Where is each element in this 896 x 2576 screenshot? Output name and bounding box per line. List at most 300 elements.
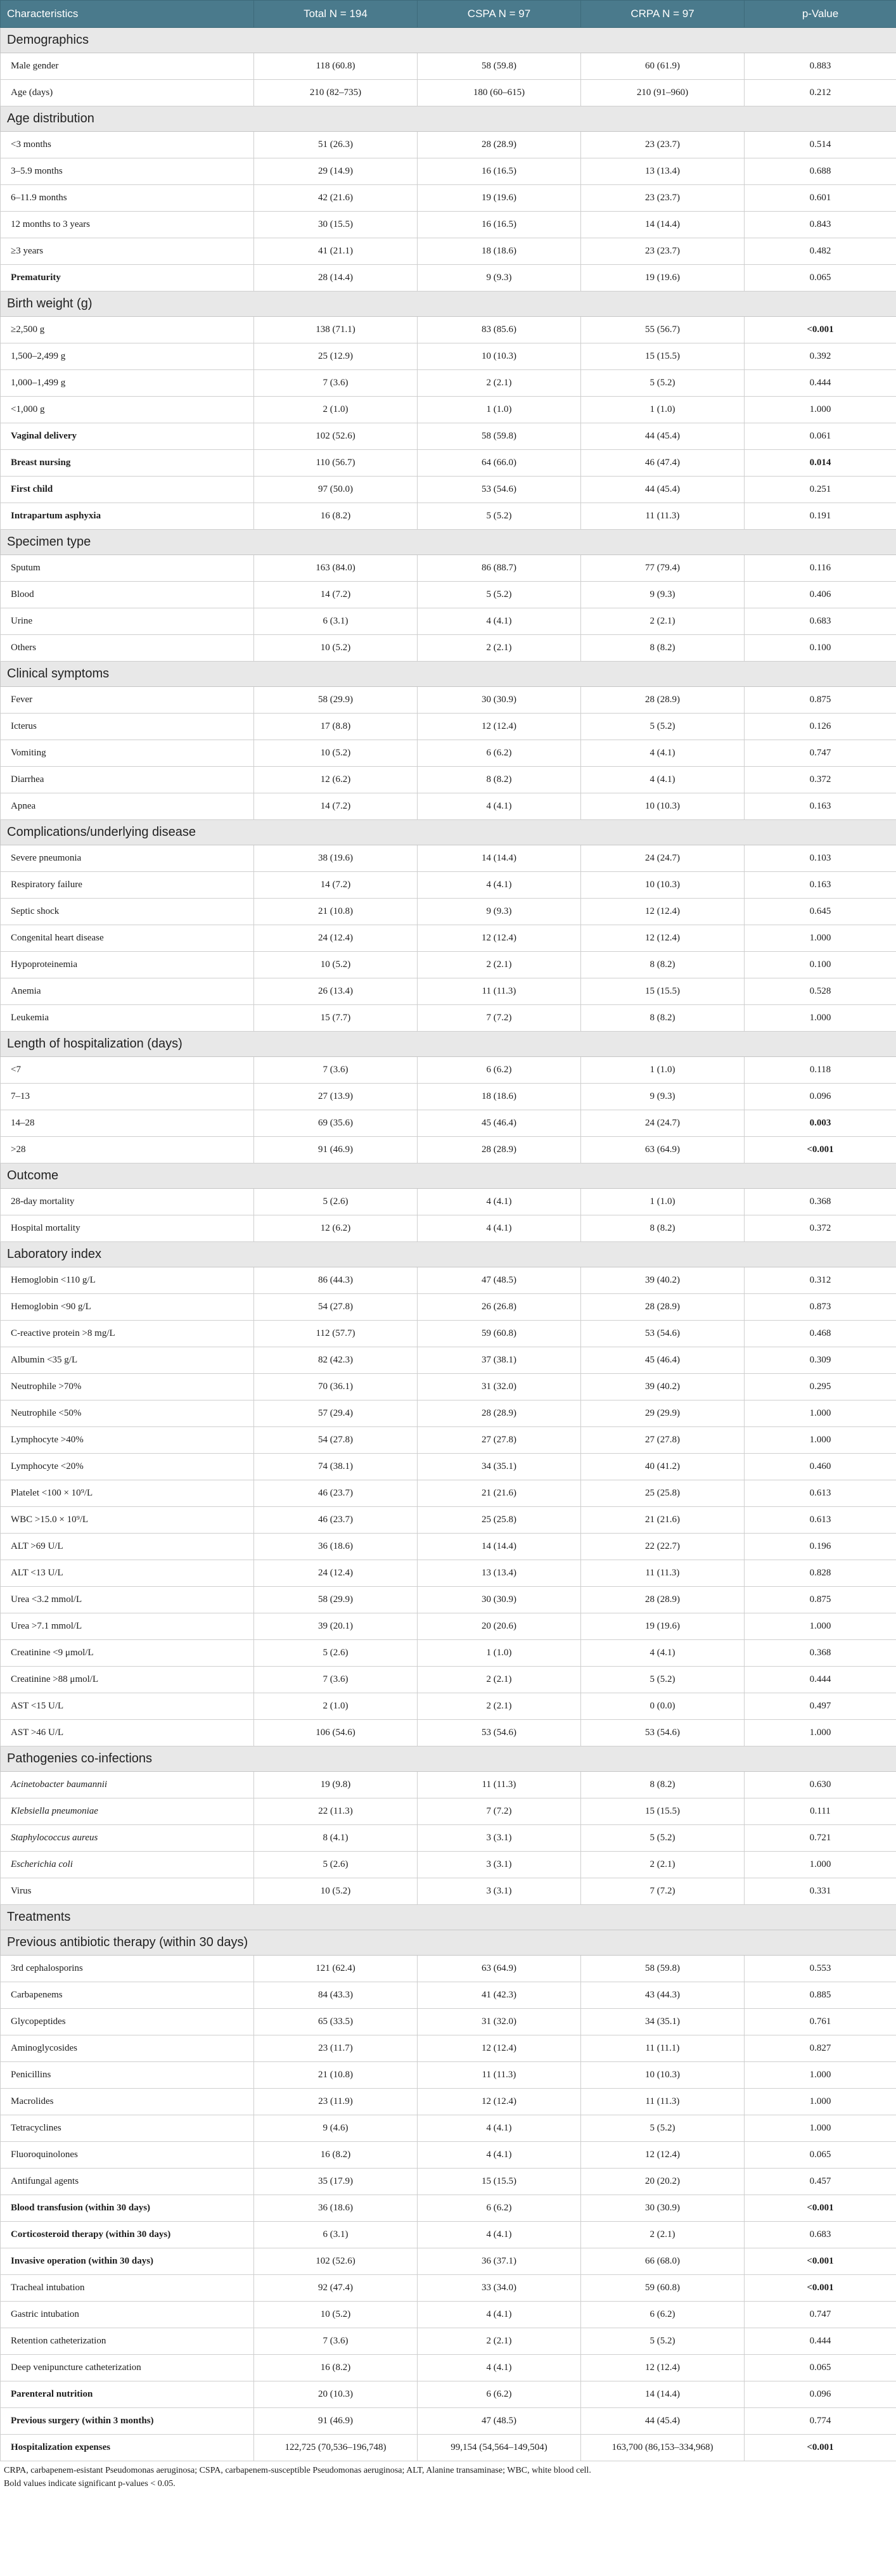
section-header-row <box>1 820 896 845</box>
table-row <box>1 2408 896 2435</box>
row-label: Vomiting <box>1 740 254 767</box>
cell-crpa: 11 (11.1) <box>581 2035 745 2062</box>
cell-cspa: 15 (15.5) <box>418 2169 581 2195</box>
cell-cspa: 19 (19.6) <box>418 185 581 212</box>
cell-cspa: 11 (11.3) <box>418 2062 581 2089</box>
row-label: Hospital mortality <box>1 1215 254 1242</box>
cell-crpa: 46 (47.4) <box>581 450 745 477</box>
cell-crpa: 43 (44.3) <box>581 1982 745 2009</box>
cell-total: 28 (14.4) <box>254 265 418 292</box>
cell-crpa: 15 (15.5) <box>581 1798 745 1825</box>
table-row <box>1 1587 896 1613</box>
cell-cspa: 4 (4.1) <box>418 2115 581 2142</box>
cell-cspa: 4 (4.1) <box>418 2355 581 2381</box>
table-row <box>1 1347 896 1374</box>
cell-crpa: 40 (41.2) <box>581 1454 745 1480</box>
cell-p-value: 0.683 <box>745 608 896 635</box>
cell-crpa: 5 (5.2) <box>581 1667 745 1693</box>
cell-cspa: 6 (6.2) <box>418 740 581 767</box>
cell-total: 21 (10.8) <box>254 899 418 925</box>
row-label: Anemia <box>1 978 254 1005</box>
table-row <box>1 1321 896 1347</box>
cell-p-value: 0.014 <box>745 450 896 477</box>
header-cspa: CSPA N = 97 <box>418 1 581 28</box>
cell-total: 10 (5.2) <box>254 2302 418 2328</box>
table-row <box>1 2275 896 2302</box>
table-row <box>1 2142 896 2169</box>
table-row <box>1 2222 896 2248</box>
cell-p-value: 0.368 <box>745 1189 896 1215</box>
row-label: >28 <box>1 1137 254 1163</box>
row-label: Albumin <35 g/L <box>1 1347 254 1374</box>
cell-p-value: 0.444 <box>745 370 896 397</box>
cell-cspa: 12 (12.4) <box>418 714 581 740</box>
table-header-row <box>1 1 896 28</box>
row-label: 14–28 <box>1 1110 254 1137</box>
row-label: C-reactive protein >8 mg/L <box>1 1321 254 1347</box>
cell-p-value: 0.118 <box>745 1057 896 1084</box>
cell-crpa: 28 (28.9) <box>581 687 745 714</box>
cell-cspa: 64 (66.0) <box>418 450 581 477</box>
cell-cspa: 28 (28.9) <box>418 1137 581 1163</box>
row-label: 3–5.9 months <box>1 158 254 185</box>
table-row <box>1 2009 896 2035</box>
cell-total: 27 (13.9) <box>254 1084 418 1110</box>
table-row <box>1 740 896 767</box>
table-row <box>1 1267 896 1294</box>
cell-crpa: 77 (79.4) <box>581 555 745 582</box>
table-row <box>1 1005 896 1032</box>
cell-total: 21 (10.8) <box>254 2062 418 2089</box>
cell-crpa: 11 (11.3) <box>581 1560 745 1587</box>
row-label: Creatinine >88 μmol/L <box>1 1667 254 1693</box>
cell-cspa: 180 (60–615) <box>418 80 581 106</box>
cell-p-value: 0.875 <box>745 1587 896 1613</box>
cell-p-value: 0.482 <box>745 238 896 265</box>
cell-p-value: 0.111 <box>745 1798 896 1825</box>
cell-cspa: 3 (3.1) <box>418 1852 581 1878</box>
row-label: Penicillins <box>1 2062 254 2089</box>
cell-cspa: 9 (9.3) <box>418 899 581 925</box>
table-row <box>1 132 896 158</box>
cell-cspa: 16 (16.5) <box>418 158 581 185</box>
cell-cspa: 18 (18.6) <box>418 1084 581 1110</box>
cell-total: 38 (19.6) <box>254 845 418 872</box>
cell-crpa: 28 (28.9) <box>581 1587 745 1613</box>
table-row <box>1 1480 896 1507</box>
cell-total: 42 (21.6) <box>254 185 418 212</box>
section-title: Laboratory index <box>1 1242 896 1267</box>
row-label: Leukemia <box>1 1005 254 1032</box>
row-label: 28-day mortality <box>1 1189 254 1215</box>
cell-total: 24 (12.4) <box>254 1560 418 1587</box>
cell-p-value: 1.000 <box>745 1427 896 1454</box>
footnote-significance: Bold values indicate significant p-values < 0.05. <box>4 2479 176 2489</box>
table-row <box>1 687 896 714</box>
table-row <box>1 158 896 185</box>
cell-total: 65 (33.5) <box>254 2009 418 2035</box>
table-body <box>1 28 896 2461</box>
cell-p-value: 0.721 <box>745 1825 896 1852</box>
cell-p-value: 0.295 <box>745 1374 896 1400</box>
table-row <box>1 53 896 80</box>
cell-crpa: 163,700 (86,153–334,968) <box>581 2435 745 2461</box>
table-row <box>1 2328 896 2355</box>
row-label: Urea <3.2 mmol/L <box>1 1587 254 1613</box>
table-row <box>1 317 896 343</box>
cell-cspa: 99,154 (54,564–149,504) <box>418 2435 581 2461</box>
table-row <box>1 793 896 820</box>
row-label: 3rd cephalosporins <box>1 1956 254 1982</box>
cell-cspa: 58 (59.8) <box>418 423 581 450</box>
table-row <box>1 2381 896 2408</box>
cell-total: 69 (35.6) <box>254 1110 418 1137</box>
row-label: 12 months to 3 years <box>1 212 254 238</box>
cell-p-value: 0.883 <box>745 53 896 80</box>
cell-crpa: 11 (11.3) <box>581 503 745 530</box>
cell-cspa: 2 (2.1) <box>418 2328 581 2355</box>
cell-p-value: 0.843 <box>745 212 896 238</box>
cell-total: 9 (4.6) <box>254 2115 418 2142</box>
cell-total: 2 (1.0) <box>254 1693 418 1720</box>
table-row <box>1 952 896 978</box>
cell-total: 36 (18.6) <box>254 1534 418 1560</box>
row-label: WBC >15.0 × 10⁹/L <box>1 1507 254 1534</box>
section-title: Clinical symptoms <box>1 662 896 687</box>
cell-crpa: 19 (19.6) <box>581 265 745 292</box>
table-row <box>1 343 896 370</box>
row-label: Corticosteroid therapy (within 30 days) <box>1 2222 254 2248</box>
row-label: Deep venipuncture catheterization <box>1 2355 254 2381</box>
row-label: Macrolides <box>1 2089 254 2115</box>
cell-p-value: <0.001 <box>745 317 896 343</box>
cell-p-value: 0.444 <box>745 1667 896 1693</box>
cell-p-value: 1.000 <box>745 1720 896 1746</box>
row-label: Escherichia coli <box>1 1852 254 1878</box>
cell-p-value: 0.875 <box>745 687 896 714</box>
cell-p-value: 0.126 <box>745 714 896 740</box>
cell-total: 22 (11.3) <box>254 1798 418 1825</box>
cell-cspa: 10 (10.3) <box>418 343 581 370</box>
row-label: Creatinine <9 μmol/L <box>1 1640 254 1667</box>
table-row <box>1 1427 896 1454</box>
cell-total: 46 (23.7) <box>254 1507 418 1534</box>
cell-total: 5 (2.6) <box>254 1852 418 1878</box>
cell-crpa: 4 (4.1) <box>581 1640 745 1667</box>
table-row <box>1 1454 896 1480</box>
cell-p-value: 0.196 <box>745 1534 896 1560</box>
table-row <box>1 1137 896 1163</box>
cell-total: 121 (62.4) <box>254 1956 418 1982</box>
row-label: Glycopeptides <box>1 2009 254 2035</box>
cell-crpa: 9 (9.3) <box>581 582 745 608</box>
table-row <box>1 555 896 582</box>
row-label: Intrapartum asphyxia <box>1 503 254 530</box>
cell-total: 5 (2.6) <box>254 1640 418 1667</box>
table-row <box>1 1534 896 1560</box>
row-label: Retention catheterization <box>1 2328 254 2355</box>
cell-crpa: 44 (45.4) <box>581 477 745 503</box>
cell-cspa: 28 (28.9) <box>418 132 581 158</box>
cell-total: 91 (46.9) <box>254 2408 418 2435</box>
cell-crpa: 5 (5.2) <box>581 2328 745 2355</box>
section-title: Treatments <box>1 1905 896 1930</box>
cell-p-value: 0.613 <box>745 1507 896 1534</box>
cell-cspa: 83 (85.6) <box>418 317 581 343</box>
cell-cspa: 11 (11.3) <box>418 1772 581 1798</box>
cell-total: 14 (7.2) <box>254 793 418 820</box>
cell-p-value: 1.000 <box>745 1852 896 1878</box>
cell-total: 118 (60.8) <box>254 53 418 80</box>
section-header-row <box>1 1930 896 1956</box>
cell-total: 7 (3.6) <box>254 2328 418 2355</box>
cell-total: 41 (21.1) <box>254 238 418 265</box>
table-row <box>1 1294 896 1321</box>
row-label: ALT >69 U/L <box>1 1534 254 1560</box>
cell-p-value: 0.331 <box>745 1878 896 1905</box>
table-row <box>1 1640 896 1667</box>
cell-cspa: 34 (35.1) <box>418 1454 581 1480</box>
cell-crpa: 14 (14.4) <box>581 2381 745 2408</box>
cell-total: 6 (3.1) <box>254 608 418 635</box>
table-row <box>1 1693 896 1720</box>
row-label: Severe pneumonia <box>1 845 254 872</box>
row-label: Respiratory failure <box>1 872 254 899</box>
cell-cspa: 6 (6.2) <box>418 2381 581 2408</box>
cell-p-value: 0.468 <box>745 1321 896 1347</box>
section-header-row <box>1 530 896 555</box>
row-label: Hemoglobin <110 g/L <box>1 1267 254 1294</box>
table-row <box>1 1825 896 1852</box>
cell-crpa: 5 (5.2) <box>581 2115 745 2142</box>
cell-cspa: 30 (30.9) <box>418 1587 581 1613</box>
cell-crpa: 11 (11.3) <box>581 2089 745 2115</box>
cell-crpa: 22 (22.7) <box>581 1534 745 1560</box>
cell-cspa: 14 (14.4) <box>418 845 581 872</box>
cell-crpa: 53 (54.6) <box>581 1720 745 1746</box>
cell-crpa: 39 (40.2) <box>581 1374 745 1400</box>
table-row <box>1 1560 896 1587</box>
cell-cspa: 4 (4.1) <box>418 1215 581 1242</box>
cell-p-value: 0.163 <box>745 872 896 899</box>
cell-cspa: 6 (6.2) <box>418 1057 581 1084</box>
table-row <box>1 1613 896 1640</box>
row-label: <1,000 g <box>1 397 254 423</box>
cell-cspa: 31 (32.0) <box>418 2009 581 2035</box>
section-header-row <box>1 1242 896 1267</box>
cell-p-value: 0.688 <box>745 158 896 185</box>
cell-total: 17 (8.8) <box>254 714 418 740</box>
row-label: 1,000–1,499 g <box>1 370 254 397</box>
cell-cspa: 4 (4.1) <box>418 608 581 635</box>
cell-crpa: 1 (1.0) <box>581 1189 745 1215</box>
cell-cspa: 86 (88.7) <box>418 555 581 582</box>
cell-cspa: 12 (12.4) <box>418 2089 581 2115</box>
cell-p-value: 0.163 <box>745 793 896 820</box>
row-label: Diarrhea <box>1 767 254 793</box>
cell-total: 54 (27.8) <box>254 1427 418 1454</box>
cell-total: 210 (82–735) <box>254 80 418 106</box>
cell-cspa: 1 (1.0) <box>418 1640 581 1667</box>
cell-total: 86 (44.3) <box>254 1267 418 1294</box>
cell-cspa: 47 (48.5) <box>418 1267 581 1294</box>
row-label: Hypoproteinemia <box>1 952 254 978</box>
cell-p-value: 1.000 <box>745 2062 896 2089</box>
cell-p-value: 0.444 <box>745 2328 896 2355</box>
section-header-row <box>1 1905 896 1930</box>
row-label: Age (days) <box>1 80 254 106</box>
row-label: Previous surgery (within 3 months) <box>1 2408 254 2435</box>
cell-crpa: 1 (1.0) <box>581 397 745 423</box>
cell-crpa: 25 (25.8) <box>581 1480 745 1507</box>
cell-total: 138 (71.1) <box>254 317 418 343</box>
row-label: Neutrophile >70% <box>1 1374 254 1400</box>
cell-crpa: 24 (24.7) <box>581 845 745 872</box>
cell-p-value: <0.001 <box>745 2248 896 2275</box>
cell-crpa: 1 (1.0) <box>581 1057 745 1084</box>
table-row <box>1 185 896 212</box>
cell-cspa: 4 (4.1) <box>418 872 581 899</box>
cell-cspa: 4 (4.1) <box>418 2142 581 2169</box>
cell-cspa: 2 (2.1) <box>418 370 581 397</box>
cell-total: 23 (11.7) <box>254 2035 418 2062</box>
row-label: Urea >7.1 mmol/L <box>1 1613 254 1640</box>
table-row <box>1 1878 896 1905</box>
cell-total: 10 (5.2) <box>254 1878 418 1905</box>
row-label: Breast nursing <box>1 450 254 477</box>
cell-total: 29 (14.9) <box>254 158 418 185</box>
row-label: Aminoglycosides <box>1 2035 254 2062</box>
cell-cspa: 2 (2.1) <box>418 952 581 978</box>
cell-crpa: 58 (59.8) <box>581 1956 745 1982</box>
cell-total: 70 (36.1) <box>254 1374 418 1400</box>
cell-crpa: 28 (28.9) <box>581 1294 745 1321</box>
table-row <box>1 608 896 635</box>
table-row <box>1 582 896 608</box>
cell-p-value: 0.212 <box>745 80 896 106</box>
cell-cspa: 12 (12.4) <box>418 925 581 952</box>
cell-total: 39 (20.1) <box>254 1613 418 1640</box>
row-label: Platelet <100 × 10⁹/L <box>1 1480 254 1507</box>
section-title: Specimen type <box>1 530 896 555</box>
cell-total: 10 (5.2) <box>254 952 418 978</box>
section-header-row <box>1 1032 896 1057</box>
table-row <box>1 1400 896 1427</box>
table-row <box>1 370 896 397</box>
cell-total: 14 (7.2) <box>254 582 418 608</box>
cell-p-value: 0.553 <box>745 1956 896 1982</box>
cell-crpa: 30 (30.9) <box>581 2195 745 2222</box>
row-label: 7–13 <box>1 1084 254 1110</box>
table-row <box>1 1084 896 1110</box>
table-row <box>1 397 896 423</box>
cell-total: 82 (42.3) <box>254 1347 418 1374</box>
row-label: Male gender <box>1 53 254 80</box>
cell-cspa: 59 (60.8) <box>418 1321 581 1347</box>
cell-p-value: 0.630 <box>745 1772 896 1798</box>
cell-crpa: 24 (24.7) <box>581 1110 745 1137</box>
cell-p-value: 1.000 <box>745 2115 896 2142</box>
cell-total: 12 (6.2) <box>254 767 418 793</box>
table-row <box>1 767 896 793</box>
table-row <box>1 212 896 238</box>
table-row <box>1 978 896 1005</box>
cell-crpa: 5 (5.2) <box>581 370 745 397</box>
cell-p-value: 0.645 <box>745 899 896 925</box>
cell-p-value: 0.372 <box>745 1215 896 1242</box>
section-title: Age distribution <box>1 106 896 132</box>
section-title: Outcome <box>1 1163 896 1189</box>
cell-crpa: 53 (54.6) <box>581 1321 745 1347</box>
table-row <box>1 1956 896 1982</box>
cell-crpa: 6 (6.2) <box>581 2302 745 2328</box>
cell-total: 10 (5.2) <box>254 740 418 767</box>
cell-p-value: 0.613 <box>745 1480 896 1507</box>
cell-cspa: 21 (21.6) <box>418 1480 581 1507</box>
row-label: Acinetobacter baumannii <box>1 1772 254 1798</box>
row-label: Lymphocyte <20% <box>1 1454 254 1480</box>
cell-crpa: 13 (13.4) <box>581 158 745 185</box>
cell-total: 25 (12.9) <box>254 343 418 370</box>
row-label: AST >46 U/L <box>1 1720 254 1746</box>
cell-crpa: 10 (10.3) <box>581 872 745 899</box>
cell-crpa: 59 (60.8) <box>581 2275 745 2302</box>
cell-cspa: 37 (38.1) <box>418 1347 581 1374</box>
cell-cspa: 58 (59.8) <box>418 53 581 80</box>
cell-total: 51 (26.3) <box>254 132 418 158</box>
table-row <box>1 1798 896 1825</box>
cell-total: 23 (11.9) <box>254 2089 418 2115</box>
cell-total: 7 (3.6) <box>254 1057 418 1084</box>
cell-crpa: 44 (45.4) <box>581 423 745 450</box>
cell-crpa: 66 (68.0) <box>581 2248 745 2275</box>
row-label: Parenteral nutrition <box>1 2381 254 2408</box>
cell-cspa: 41 (42.3) <box>418 1982 581 2009</box>
table-row <box>1 1772 896 1798</box>
cell-cspa: 30 (30.9) <box>418 687 581 714</box>
row-label: Hospitalization expenses <box>1 2435 254 2461</box>
cell-p-value: 0.528 <box>745 978 896 1005</box>
cell-p-value: 0.683 <box>745 2222 896 2248</box>
row-label: Klebsiella pneumoniae <box>1 1798 254 1825</box>
cell-crpa: 55 (56.7) <box>581 317 745 343</box>
cell-crpa: 9 (9.3) <box>581 1084 745 1110</box>
cell-total: 102 (52.6) <box>254 423 418 450</box>
cell-cspa: 63 (64.9) <box>418 1956 581 1982</box>
cell-total: 110 (56.7) <box>254 450 418 477</box>
section-header-row <box>1 28 896 53</box>
row-label: Hemoglobin <90 g/L <box>1 1294 254 1321</box>
cell-crpa: 2 (2.1) <box>581 608 745 635</box>
cell-cspa: 4 (4.1) <box>418 2302 581 2328</box>
cell-p-value: 0.251 <box>745 477 896 503</box>
cell-cspa: 20 (20.6) <box>418 1613 581 1640</box>
cell-cspa: 4 (4.1) <box>418 2222 581 2248</box>
table-row <box>1 265 896 292</box>
cell-crpa: 44 (45.4) <box>581 2408 745 2435</box>
row-label: 1,500–2,499 g <box>1 343 254 370</box>
cell-p-value: 0.761 <box>745 2009 896 2035</box>
cell-crpa: 15 (15.5) <box>581 978 745 1005</box>
cell-total: 84 (43.3) <box>254 1982 418 2009</box>
table-footnotes <box>0 2464 896 2490</box>
cell-total: 46 (23.7) <box>254 1480 418 1507</box>
row-label: Staphylococcus aureus <box>1 1825 254 1852</box>
cell-crpa: 12 (12.4) <box>581 899 745 925</box>
row-label: Antifungal agents <box>1 2169 254 2195</box>
row-label: Vaginal delivery <box>1 423 254 450</box>
cell-cspa: 31 (32.0) <box>418 1374 581 1400</box>
